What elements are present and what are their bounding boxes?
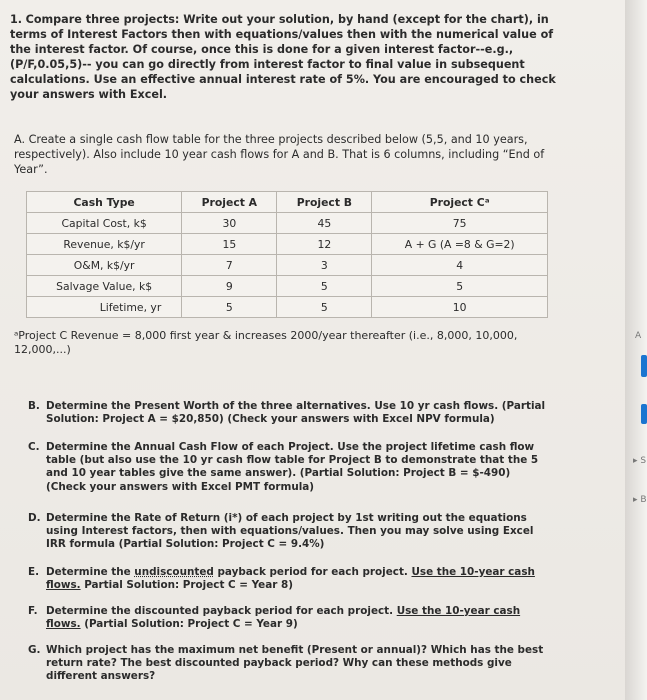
table-cell: 10 [372,297,548,318]
q1-text-2: (except for the chart), in terms of [10,13,549,41]
part-b-text: Determine the Present Worth of the three alternatives. Use 10 yr cash flows. (Partial Solution: Project A = $20,850) (Check your answers with Excel NPV formula) [46,400,546,426]
part-d [28,512,548,552]
edge-mark-s: ▸ S [633,456,647,466]
table-row [27,297,548,318]
q1-text-5: . You are encouraged to check your answers with Excel. [10,73,556,101]
part-c-letter: C. [28,441,40,453]
row-label: Lifetime, yr [27,297,182,318]
part-d-letter: D. [28,512,41,524]
part-f-10-year-note: Use the 10-year cash flows. [46,605,521,631]
table-cell: 9 [182,276,277,297]
q1-by-hand: by hand [337,13,389,26]
table-cell: 5 [277,297,372,318]
part-e-text-2: payback period for each project. [213,566,412,578]
part-d-text-2: , then with [172,525,241,538]
q1-equations-values: equations/values [235,28,344,41]
part-f-text-3: (Partial Solution: Project C = Year 9) [80,618,298,631]
table-cell: 4 [372,255,548,276]
part-c-text: Determine the Annual Cash Flow of each Project. Use the project lifetime cash flow table (but also use the 10 yr cash flow table for Project B to demonstrate that the 5 and 10 year tables give the same answer). (Partial Solution: Project B = $-490) (Check your answers with Excel PMT formula) [46,441,539,493]
edge-blue-tab [641,404,647,424]
table-cell: 5 [182,297,277,318]
row-label: Revenue, k$/yr [27,234,182,255]
table-cell: 45 [277,213,372,234]
table-cell: 15 [182,234,277,255]
row-label: Capital Cost, k$ [27,213,182,234]
part-d-text-1: Determine the Rate of Return (i*) of each project by 1st writing out the equations using [46,512,527,538]
header-project-c: Project Cᵃ [372,192,548,213]
part-d-text-3: . Then you may solve using Excel IRR formula (Partial Solution: Project C = 9.4%) [46,525,534,551]
part-g-letter: G. [28,644,41,656]
part-d-interest-factors: Interest factors [81,525,173,538]
part-e-10-year-note: Use the 10-year cash flows. [46,566,535,592]
part-f-letter: F. [28,605,38,617]
part-f-text-2: payback period for each project. [199,605,397,617]
q1-text-4: then with the numerical value of the interest factor. Of course, once this is done for a given interest factor--e.g., (P/F,0.05,5)-- you can go directly from interest factor to final value in subsequent calculations. Use an effective annual interest rate of [10,28,554,86]
part-f [28,605,548,631]
header-project-a: Project A [182,192,277,213]
cash-flow-table [26,191,548,318]
table-row [27,276,548,297]
table-cell: 5 [277,276,372,297]
part-e-undiscounted: undiscounted [134,566,214,578]
table-cell: A + G (A =8 & G=2) [372,234,548,255]
table-cell: 75 [372,213,548,234]
part-f-text-1: Determine the [46,605,135,617]
question-number: 1. [10,13,23,26]
part-g-text-2: payback period? Why can these methods give different answers? [46,657,512,683]
table-cell: 30 [182,213,277,234]
row-label: Salvage Value, k$ [27,276,182,297]
table-cell: 12 [277,234,372,255]
table-row [27,213,548,234]
part-a-letter: A. [14,133,26,146]
part-c [28,441,548,494]
table-cell: 3 [277,255,372,276]
q1-rate: 5% [345,73,365,86]
table-footnote: ᵃProject C Revenue = 8,000 first year & increases 2000/year thereafter (i.e., 8,000, 10,000, 12,000,...) [14,329,518,356]
q1-text-1: Compare three projects: Write out your solution, [25,13,338,26]
header-project-b: Project B [277,192,372,213]
header-cash-type: Cash Type [27,192,182,213]
part-g [28,644,548,684]
part-b [28,400,548,426]
table-header-row [27,192,548,213]
part-e-letter: E. [28,566,40,578]
edge-mark-b: ▸ B [633,495,647,505]
table-cell: 5 [372,276,548,297]
part-d-equations-values: equations/values [240,525,340,538]
table-row [27,234,548,255]
table-row [27,255,548,276]
question-1 [10,12,570,102]
edge-blue-tab [641,355,647,377]
part-a-text: Create a single cash flow table for the three projects described below (5,5, and 10 years, respectively). Also include 10 year cash flows for A and B. That is 6 columns, including “End of Year”. [14,133,545,176]
edge-mark-a: A [635,331,642,341]
part-b-letter: B. [28,400,40,412]
part-e [28,566,548,592]
part-a [14,132,574,177]
part-e-text-1: Determine the [46,566,135,578]
part-g-discounted: discounted [174,657,240,670]
part-e-text-3: Partial Solution: Project C = Year 8) [80,579,293,592]
q1-interest-factors: Interest Factors [67,28,168,41]
part-g-text-1: Which project has the maximum net benefit (Present or annual)? Which has the best return rate? The best [46,644,544,670]
q1-text-3: then with [167,28,236,41]
row-label: O&M, k$/yr [27,255,182,276]
part-f-discounted: discounted [134,605,200,617]
adjacent-page-edge [625,0,647,700]
table-cell: 7 [182,255,277,276]
